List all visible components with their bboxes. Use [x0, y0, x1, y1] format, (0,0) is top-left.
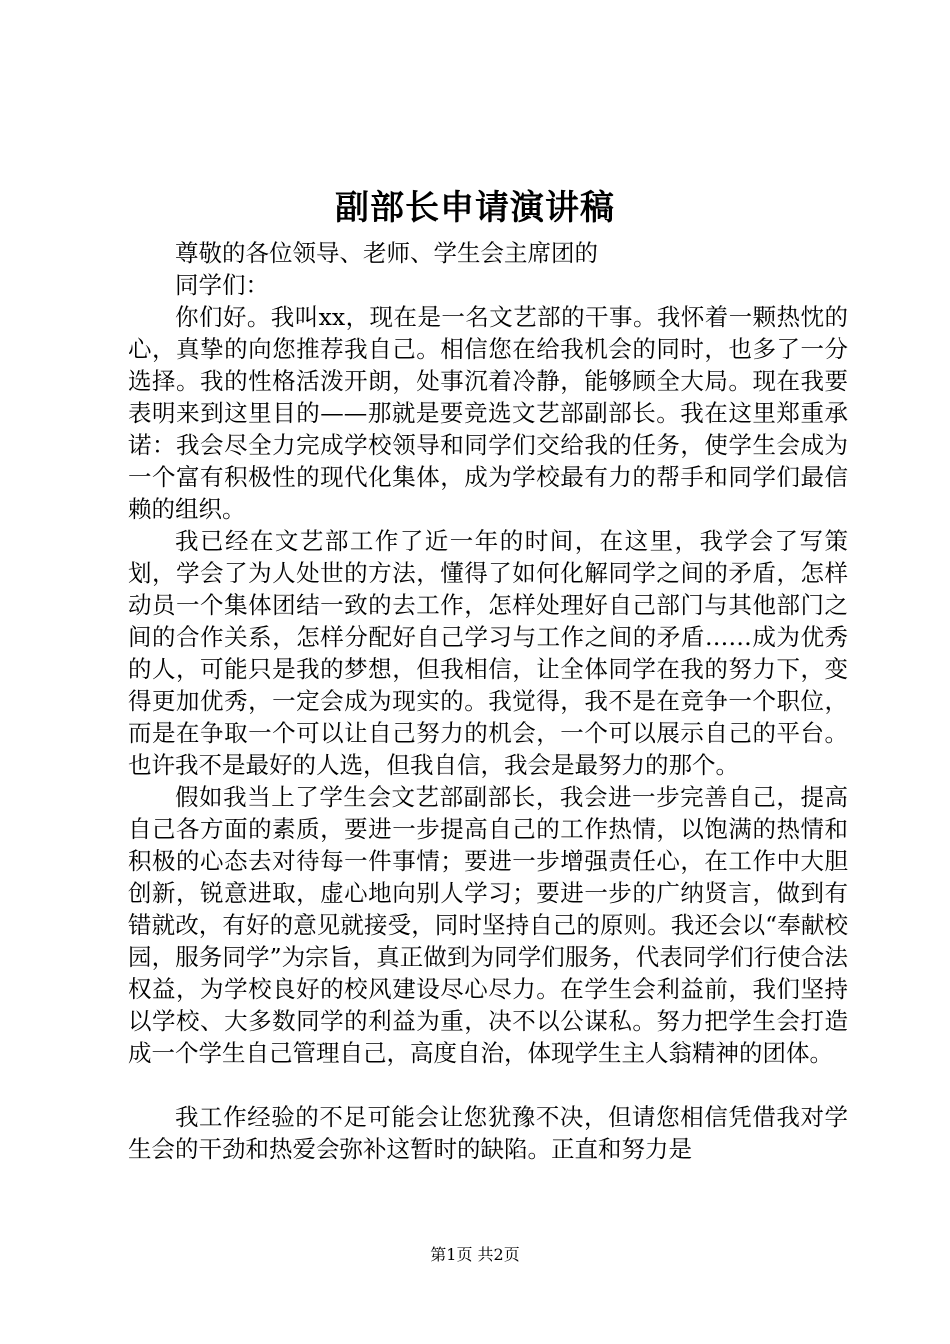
paragraph-3: 假如我当上了学生会文艺部副部长，我会进一步完善自己，提高自己各方面的素质，要进一步提高自己的工作热情，以饱满的热情和积极的心态去对待每一件事情；要进一步增强责任心，在工作中大胆创新，锐意进取，虚心地向别人学习；要进一步的广纳贤言，做到有错就改，有好的意见就接受，同时坚持自己的原则。我还会以“奉献校园，服务同学”为宗旨，真正做到为同学们服务，代表同学们行使合法权益，为学校良好的校风建设尽心尽力。在学生会利益前，我们坚持以学校、大多数同学的利益为重，决不以公谋私。努力把学生会打造成一个学生自己管理自己，高度自治，体现学生主人翁精神的团体。	[128, 783, 848, 1067]
page-footer: 第1页 共2页	[430, 1245, 520, 1264]
document-body	[128, 237, 848, 1165]
salutation-line-1: 尊敬的各位领导、老师、学生会主席团的	[175, 239, 598, 267]
paragraph-1: 你们好。我叫xx，现在是一名文艺部的干事。我怀着一颗热忱的心，真挚的向您推荐我自己。相信您在给我机会的同时，也多了一分选择。我的性格活泼开朗，处事沉着冷静，能够顾全大局。现在我要表明来到这里目的——那就是要竞选文艺部副部长。我在这里郑重承诺：我会尽全力完成学校领导和同学们交给我的任务，使学生会成为一个富有积极性的现代化集体，成为学校最有力的帮手和同学们最信赖的组织。	[128, 303, 848, 523]
paragraph-4: 我工作经验的不足可能会让您犹豫不决，但请您相信凭借我对学生会的干劲和热爱会弥补这暂时的缺陷。正直和努力是	[128, 1103, 848, 1163]
paragraph-2: 我已经在文艺部工作了近一年的时间，在这里，我学会了写策划，学会了为人处世的方法，懂得了如何化解同学之间的矛盾，怎样动员一个集体团结一致的去工作，怎样处理好自己部门与其他部门之间的合作关系，怎样分配好自己学习与工作之间的矛盾……成为优秀的人，可能只是我的梦想，但我相信，让全体同学在我的努力下，变得更加优秀，一定会成为现实的。我觉得，我不是在竞争一个职位，而是在争取一个可以让自己努力的机会，一个可以展示自己的平台。也许我不是最好的人选，但我自信，我会是最努力的那个。	[128, 527, 848, 779]
document-title: 副部长申请演讲稿	[335, 188, 615, 228]
paragraph-gap	[128, 1069, 848, 1101]
salutation-line-2: 同学们：	[175, 271, 269, 299]
